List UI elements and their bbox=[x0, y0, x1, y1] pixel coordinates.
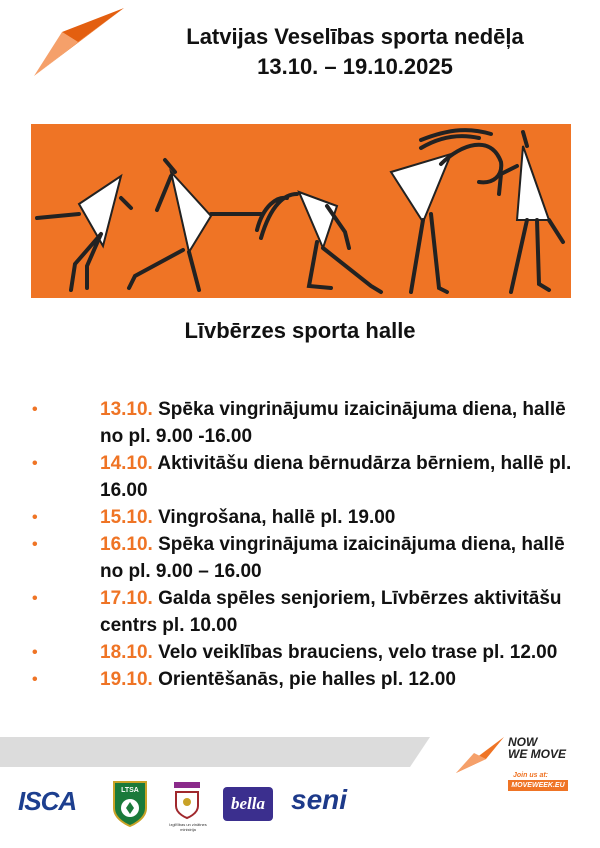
seni-logo: seni bbox=[291, 784, 348, 815]
isca-logo: ISCA bbox=[18, 786, 77, 816]
event-text: Vingrošana, hallē pl. 19.00 bbox=[152, 507, 396, 528]
event-text: Galda spēles senjoriem, Līvbērzes aktivitāšu centrs pl. 10.00 bbox=[100, 588, 562, 636]
event-date: 18.10. bbox=[100, 642, 153, 663]
venue-heading: Līvbērzes sporta halle bbox=[184, 318, 416, 343]
list-item bbox=[32, 666, 572, 693]
title-line-1: Latvijas Veselības sporta nedēļa bbox=[186, 24, 524, 49]
bullet-icon: • bbox=[32, 590, 38, 607]
exercise-figures-illustration bbox=[31, 124, 571, 298]
event-date: 15.10. bbox=[100, 507, 153, 528]
moveweek-triangle-logo bbox=[32, 6, 124, 78]
list-item bbox=[32, 531, 572, 585]
title-line-2: 13.10. – 19.10.2025 bbox=[257, 54, 453, 79]
event-text: Velo veiklības brauciens, velo trase pl. 12.00 bbox=[152, 642, 558, 663]
bullet-icon: • bbox=[32, 401, 38, 418]
event-date: 16.10. bbox=[100, 534, 153, 555]
event-date: 17.10. bbox=[100, 588, 153, 609]
list-item bbox=[32, 639, 572, 666]
now-we-move-text bbox=[508, 736, 566, 760]
nwm-line-2: WE MOVE bbox=[508, 747, 567, 761]
event-list bbox=[32, 396, 572, 693]
list-item bbox=[32, 585, 572, 639]
event-text: Orientēšanās, pie halles pl. 12.00 bbox=[152, 669, 456, 690]
list-item bbox=[32, 504, 572, 531]
nwm-line-1: NOW bbox=[508, 735, 538, 749]
exercise-banner bbox=[31, 124, 571, 298]
ministry-caption: Izglītības un zinātnes ministrija bbox=[169, 822, 207, 832]
nwm-join-label: Join us at: bbox=[513, 772, 549, 779]
event-text: Aktivitāšu diena bērnudārza bērniem, hallē pl. 16.00 bbox=[100, 453, 572, 501]
bella-logo: bella bbox=[223, 787, 273, 821]
event-text: Spēka vingrinājumu izaicinājuma diena, hallē no pl. 9.00 -16.00 bbox=[100, 399, 566, 447]
bullet-icon: • bbox=[32, 536, 38, 553]
bullet-icon: • bbox=[32, 509, 38, 526]
bullet-icon: • bbox=[32, 455, 38, 472]
list-item bbox=[32, 396, 572, 450]
ministry-crest-icon bbox=[170, 782, 204, 822]
ltsa-badge-text: LTSA bbox=[121, 787, 139, 794]
nwm-url[interactable]: MOVEWEEK.EU bbox=[508, 780, 568, 791]
page-title bbox=[120, 22, 590, 82]
bullet-icon: • bbox=[32, 644, 38, 661]
event-date: 14.10. bbox=[100, 453, 153, 474]
event-text: Spēka vingrinājuma izaicinājuma diena, hallē no pl. 9.00 – 16.00 bbox=[100, 534, 565, 582]
list-item bbox=[32, 450, 572, 504]
event-date: 19.10. bbox=[100, 669, 153, 690]
event-date: 13.10. bbox=[100, 399, 153, 420]
ltsa-shield-icon bbox=[112, 780, 148, 828]
bullet-icon: • bbox=[32, 671, 38, 688]
